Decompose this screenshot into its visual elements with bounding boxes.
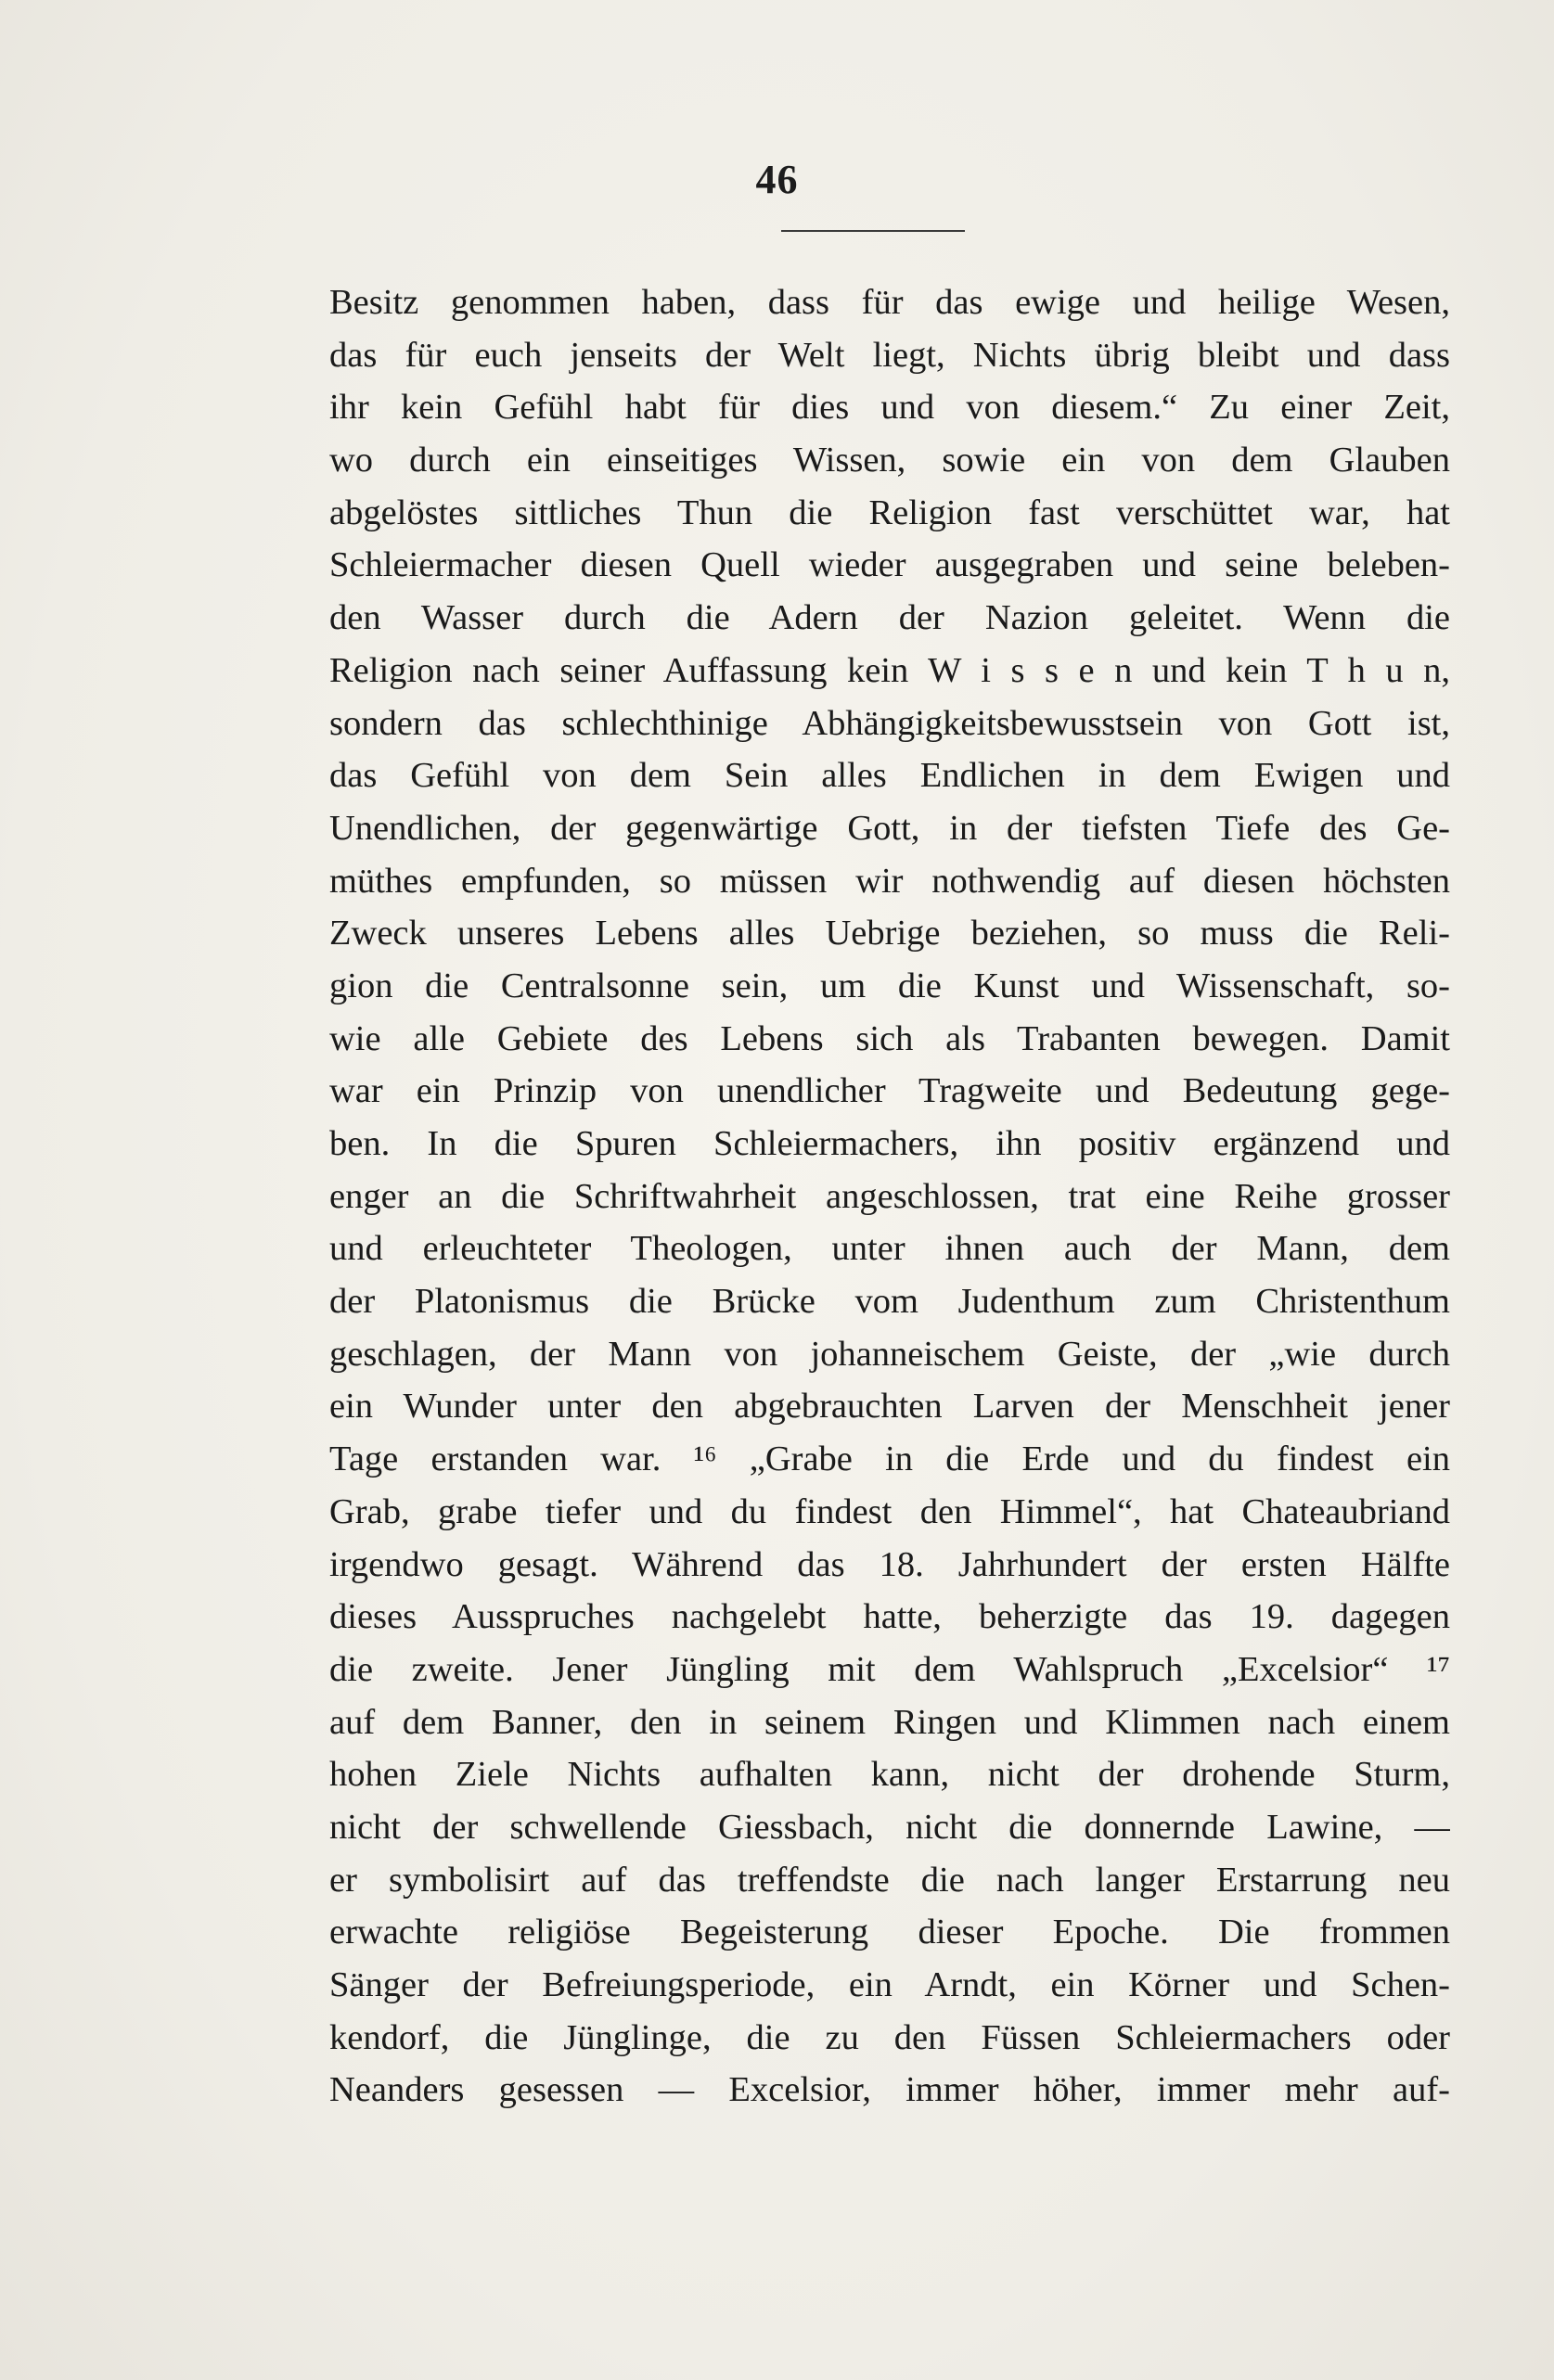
text-line: ihr kein Gefühl habt für dies und von diesem.“ Zu einer Zeit, — [329, 388, 1450, 428]
text-line: geschlagen, der Mann von johanneischem Geiste, der „wie durch — [329, 1334, 1450, 1374]
text-line: den Wasser durch die Adern der Nazion geleitet. Wenn die — [329, 598, 1450, 638]
text-line: wo durch ein einseitiges Wissen, sowie ein von dem Glauben — [329, 441, 1450, 480]
text-line: irgendwo gesagt. Während das 18. Jahrhundert der ersten Hälfte — [329, 1544, 1450, 1584]
text-line: kendorf, die Jünglinge, die zu den Füssen Schleiermachers oder — [329, 2017, 1450, 2057]
text-line: ben. In die Spuren Schleiermachers, ihn positiv ergänzend und — [329, 1124, 1450, 1163]
text-line: Sänger der Befreiungsperiode, ein Arndt, ein Körner und Schen- — [329, 1965, 1450, 2004]
page-number: 46 — [755, 157, 799, 202]
text-line: Neanders gesessen — Excelsior, immer höher, immer mehr auf- — [329, 2070, 1450, 2110]
text-line: Besitz genommen haben, dass für das ewige und heilige Wesen, — [329, 283, 1450, 322]
text-line: Unendlichen, der gegenwärtige Gott, in der tiefsten Tiefe des Ge- — [329, 808, 1450, 848]
text-line: er symbolisirt auf das treffendste die nach langer Erstarrung neu — [329, 1860, 1450, 1900]
text-line: enger an die Schriftwahrheit angeschlossen, trat eine Reihe grosser — [329, 1176, 1450, 1216]
text-line: das für euch jenseits der Welt liegt, Nichts übrig bleibt und dass — [329, 335, 1450, 375]
text-line: gion die Centralsonne sein, um die Kunst und Wissenschaft, so- — [329, 966, 1450, 1005]
body-text — [329, 276, 1450, 2117]
text-line: Zweck unseres Lebens alles Uebrige beziehen, so muss die Reli- — [329, 914, 1450, 953]
text-line: Schleiermacher diesen Quell wieder ausgegraben und seine beleben- — [329, 545, 1450, 585]
header-rule — [781, 230, 965, 232]
text-line: war ein Prinzip von unendlicher Tragweite und Bedeutung gege- — [329, 1071, 1450, 1111]
text-line: Tage erstanden war. ¹⁶ „Grabe in die Erde und du findest ein — [329, 1440, 1450, 1479]
text-line: auf dem Banner, den in seinem Ringen und Klimmen nach einem — [329, 1702, 1450, 1742]
text-line: sondern das schlechthinige Abhängigkeitsbewusstsein von Gott ist, — [329, 703, 1450, 743]
text-line: abgelöstes sittliches Thun die Religion fast verschüttet war, hat — [329, 493, 1450, 532]
text-line: erwachte religiöse Begeisterung dieser Epoche. Die frommen — [329, 1913, 1450, 1952]
text-line: der Platonismus die Brücke vom Judenthum zum Christenthum — [329, 1282, 1450, 1322]
text-line: ein Wunder unter den abgebrauchten Larven der Menschheit jener — [329, 1387, 1450, 1427]
text-line: müthes empfunden, so müssen wir nothwendig auf diesen höchsten — [329, 861, 1450, 901]
text-line: die zweite. Jener Jüngling mit dem Wahlspruch „Excelsior“ ¹⁷ — [329, 1649, 1450, 1689]
text-line: nicht der schwellende Giessbach, nicht die donnernde Lawine, — — [329, 1807, 1450, 1847]
text-line: dieses Ausspruches nachgelebt hatte, beherzigte das 19. dagegen — [329, 1597, 1450, 1637]
text-line: und erleuchteter Theologen, unter ihnen auch der Mann, dem — [329, 1229, 1450, 1269]
text-line: wie alle Gebiete des Lebens sich als Trabanten bewegen. Damit — [329, 1018, 1450, 1058]
text-line: Religion nach seiner Auffassung kein W i s s e n und kein T h u n, — [329, 650, 1450, 690]
text-line: hohen Ziele Nichts aufhalten kann, nicht der drohende Sturm, — [329, 1755, 1450, 1795]
text-line: Grab, grabe tiefer und du findest den Himmel“, hat Chateaubriand — [329, 1491, 1450, 1531]
text-line: das Gefühl von dem Sein alles Endlichen in dem Ewigen und — [329, 756, 1450, 796]
